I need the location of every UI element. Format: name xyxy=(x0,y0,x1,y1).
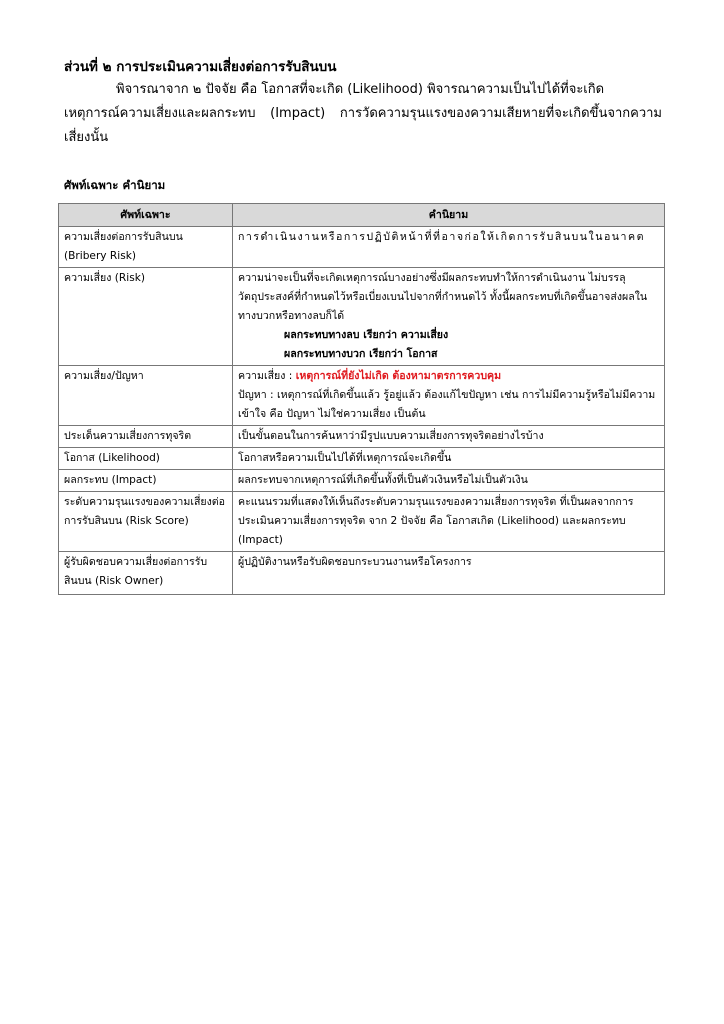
table-row xyxy=(59,227,665,268)
definition-cell: ผลกระทบจากเหตุการณ์ที่เกิดขึ้นทั้งที่เป็นตัวเงินหรือไม่เป็นตัวเงิน xyxy=(233,470,665,492)
definition-cell xyxy=(233,268,665,366)
table-row xyxy=(59,492,665,552)
header-term: ศัพท์เฉพาะ xyxy=(59,204,233,227)
section-title: ส่วนที่ ๒ การประเมินความเสี่ยงต่อการรับสินบน xyxy=(64,59,337,75)
risk-highlight: เหตุการณ์ที่ยังไม่เกิด ต้องหามาตรการควบคุม xyxy=(295,370,502,382)
term-cell: ผู้รับผิดชอบความเสี่ยงต่อการรับสินบน (Risk Owner) xyxy=(59,552,233,595)
term-cell: ประเด็นความเสี่ยงการทุจริต xyxy=(59,426,233,448)
definition-cell: การดำเนินงานหรือการปฏิบัติหน้าที่ที่อาจก่อให้เกิดการรับสินบนในอนาคต xyxy=(233,227,665,268)
problem-line: ปัญหา : เหตุการณ์ที่เกิดขึ้นแล้ว รู้อยู่แล้ว ต้องแก้ไขปัญหา เช่น การไม่มีความรู้หรือไม่มีความเข้าใจ คือ ปัญหา ไม่ใช่ความเสี่ยง เป็นต้น xyxy=(238,389,656,420)
table-row xyxy=(59,448,665,470)
table-header-row xyxy=(59,204,665,227)
definition-cell: เป็นขั้นตอนในการค้นหาว่ามีรูปแบบความเสี่ยงการทุจริตอย่างไรบ้าง xyxy=(233,426,665,448)
positive-impact-line: ผลกระทบทางบวก เรียกว่า โอกาส xyxy=(284,348,438,360)
term-cell: ความเสี่ยงต่อการรับสินบน (Bribery Risk) xyxy=(59,227,233,268)
table-row xyxy=(59,366,665,426)
intro-rest: เหตุการณ์ความเสี่ยงและผลกระทบ (Impact) การวัดความรุนแรงของความเสียหายที่จะเกิดขึ้นจากความเสี่ยงนั้น xyxy=(64,106,662,145)
header-definition: คำนิยาม xyxy=(233,204,665,227)
term-cell: ผลกระทบ (Impact) xyxy=(59,470,233,492)
negative-impact-line: ผลกระทบทางลบ เรียกว่า ความเสี่ยง xyxy=(284,329,449,341)
risk-definition-text: ความน่าจะเป็นที่จะเกิดเหตุการณ์บางอย่างซึ่งมีผลกระทบทำให้การดำเนินงาน ไม่บรรลุวัตถุประสงค์ที่กำหนดไว้หรือเบี่ยงเบนไปจากที่กำหนดไว้ ทั้งนี้ผลกระทบที่เกิดขึ้นอาจส่งผลในทางบวกหรือทางลบก็ได้ xyxy=(238,272,648,322)
risk-line xyxy=(238,367,659,386)
definition-cell: คะแนนรวมที่แสดงให้เห็นถึงระดับความรุนแรงของความเสี่ยงการทุจริต ที่เป็นผลจากการประเมินความเสี่ยงการทุจริต จาก 2 ปัจจัย คือ โอกาสเกิด (Likelihood) และผลกระทบ (Impact) xyxy=(233,492,665,552)
table-row xyxy=(59,552,665,595)
definition-cell: โอกาสหรือความเป็นไปได้ที่เหตุการณ์จะเกิดขึ้น xyxy=(233,448,665,470)
term-cell: ระดับความรุนแรงของความเสี่ยงต่อการรับสินบน (Risk Score) xyxy=(59,492,233,552)
table-row xyxy=(59,426,665,448)
term-cell: ความเสี่ยง/ปัญหา xyxy=(59,366,233,426)
table-row xyxy=(59,470,665,492)
glossary-heading: ศัพท์เฉพาะ คำนิยาม xyxy=(64,178,166,192)
term-cell: ความเสี่ยง (Risk) xyxy=(59,268,233,366)
term-cell: โอกาส (Likelihood) xyxy=(59,448,233,470)
glossary-table xyxy=(58,203,665,595)
table-row xyxy=(59,268,665,366)
definition-cell xyxy=(233,366,665,426)
risk-prefix: ความเสี่ยง : xyxy=(238,370,296,382)
intro-first-line: พิจารณาจาก ๒ ปัจจัย คือ โอกาสที่จะเกิด (Likelihood) พิจารณาความเป็นไปได้ที่จะเกิด xyxy=(116,82,605,97)
definition-cell: ผู้ปฏิบัติงานหรือรับผิดชอบกระบวนงานหรือโครงการ xyxy=(233,552,665,595)
intro-paragraph xyxy=(64,78,662,150)
